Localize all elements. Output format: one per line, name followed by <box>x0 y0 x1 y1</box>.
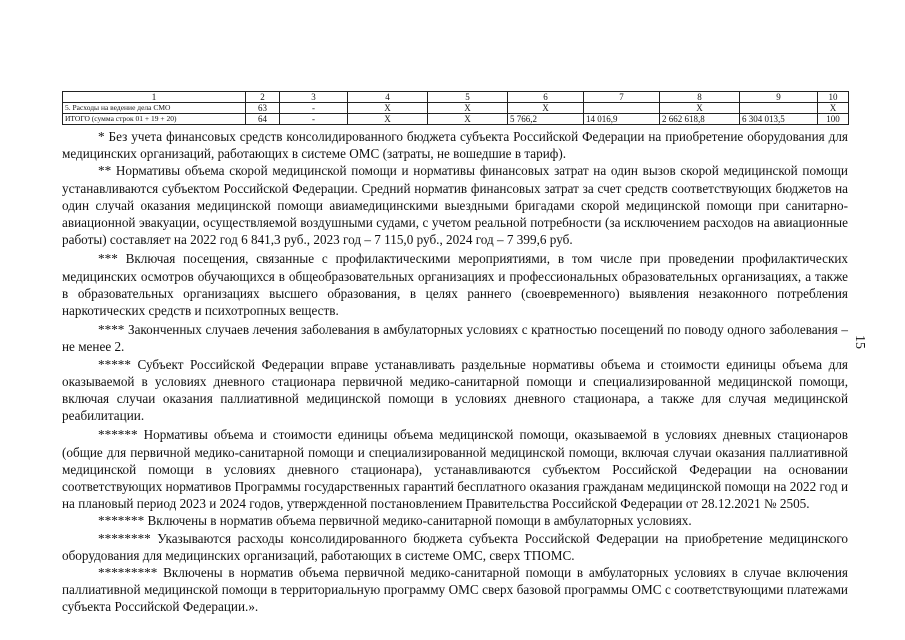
table-cell: X <box>508 103 584 114</box>
footnote-2: ** Нормативы объема скорой медицинской помощи и нормативы финансовых затрат на один вызов скорой медицинской помощи устанавливаются субъектом Российской Федерации. Средний норматив финансовых затрат за счет средств соответствующих бюджетов на один случай оказания медицинской помощи авиамедицинскими выездными бригадами скорой медицинской помощи при санитарно-авиационной эвакуации, осуществляемой воздушными судами, с учетом реальной потребности (за исключением расходов на авиационные работы) составляет на 2022 год 6 841,3 руб., 2023 год – 7 115,0 руб., 2024 год – 7 399,6 руб. <box>62 163 848 248</box>
footnote-4: **** Законченных случаев лечения заболевания в амбулаторных условиях с кратностью посещений по поводу одного заболевания – не менее 2. <box>62 322 848 355</box>
header-cell: 10 <box>818 92 849 103</box>
header-cell: 8 <box>660 92 740 103</box>
table-cell: 2 662 618,8 <box>660 114 740 125</box>
footnote-8: ******** Указываются расходы консолидированного бюджета субъекта Российской Федерации на приобретение медицинского оборудования для медицинских организаций, работающих в системе ОМС, сверх ТПОМС. <box>62 530 848 563</box>
footnote-5: ***** Субъект Российской Федерации вправе устанавливать раздельные нормативы объема и стоимости единицы объема для оказываемой в условиях дневного стационара первичной медико-санитарной помощи и специализированной медицинской помощи, включая случаи оказания паллиативной медицинской помощи в условиях дневного стационара, а также для случая медицинской реабилитации. <box>62 356 848 424</box>
table-cell: 64 <box>246 114 280 125</box>
header-cell: 6 <box>508 92 584 103</box>
table-cell: X <box>348 114 428 125</box>
table-cell: X <box>660 103 740 114</box>
table-cell: - <box>280 103 348 114</box>
table-cell: 5 766,2 <box>508 114 584 125</box>
row-label: ИТОГО (сумма строк 01 + 19 + 20) <box>63 114 246 125</box>
table-header-row <box>63 92 849 103</box>
header-cell: 1 <box>63 92 246 103</box>
header-cell: 7 <box>584 92 660 103</box>
header-cell: 2 <box>246 92 280 103</box>
expenses-table <box>62 91 849 125</box>
table-cell: X <box>428 114 508 125</box>
header-cell: 9 <box>740 92 818 103</box>
table-cell <box>740 103 818 114</box>
header-cell: 3 <box>280 92 348 103</box>
page-number: 15 <box>852 335 867 349</box>
table-cell <box>584 103 660 114</box>
footnote-6: ****** Нормативы объема и стоимости единицы объема медицинской помощи, оказываемой в условиях дневных стационаров (общие для первичной медико-санитарной помощи и специализированной медицинской помощи, включая случаи оказания паллиативной медицинской помощи в условиях дневного стационара), устанавливаются субъектом Российской Федерации на основании соответствующих нормативов Программы государственных гарантий бесплатного оказания гражданам медицинской помощи на 2022 год и на плановый период 2023 и 2024 годов, утвержденной постановлением Правительства Российской Федерации от 28.12.2021 № 2505. <box>62 427 848 512</box>
table-cell: - <box>280 114 348 125</box>
table-cell: 100 <box>818 114 849 125</box>
table-row <box>63 114 849 125</box>
table-cell: X <box>818 103 849 114</box>
header-cell: 5 <box>428 92 508 103</box>
table-cell: X <box>348 103 428 114</box>
table-cell: 6 304 013,5 <box>740 114 818 125</box>
table-cell: 63 <box>246 103 280 114</box>
row-label: 5. Расходы на ведение дела СМО <box>63 103 246 114</box>
table-cell: 14 016,9 <box>584 114 660 125</box>
footnote-7: ******* Включены в норматив объема первичной медико-санитарной помощи в амбулаторных условиях. <box>98 513 692 529</box>
footnote-9: ********* Включены в норматив объема первичной медико-санитарной помощи в амбулаторных условиях в случае включения паллиативной медицинской помощи в территориальную программу ОМС сверх базовой программы ОМС с соответствующими платежами субъекта Российской Федерации.». <box>62 565 848 615</box>
header-cell: 4 <box>348 92 428 103</box>
footnote-3: *** Включая посещения, связанные с профилактическими мероприятиями, в том числе при проведении профилактических медицинских осмотров обучающихся в общеобразовательных организациях и профессиональных образовательных организациях, а также в образовательных организациях высшего образования, в целях раннего (своевременного) выявления незаконного потребления наркотических средств и психотропных веществ. <box>62 251 848 319</box>
table-cell: X <box>428 103 508 114</box>
footnotes <box>62 128 848 616</box>
footnote-1: * Без учета финансовых средств консолидированного бюджета субъекта Российской Федерации на приобретение оборудования для медицинских организаций, работающих в системе ОМС (затраты, не вошедшие в тариф). <box>62 129 848 162</box>
table-row <box>63 103 849 114</box>
